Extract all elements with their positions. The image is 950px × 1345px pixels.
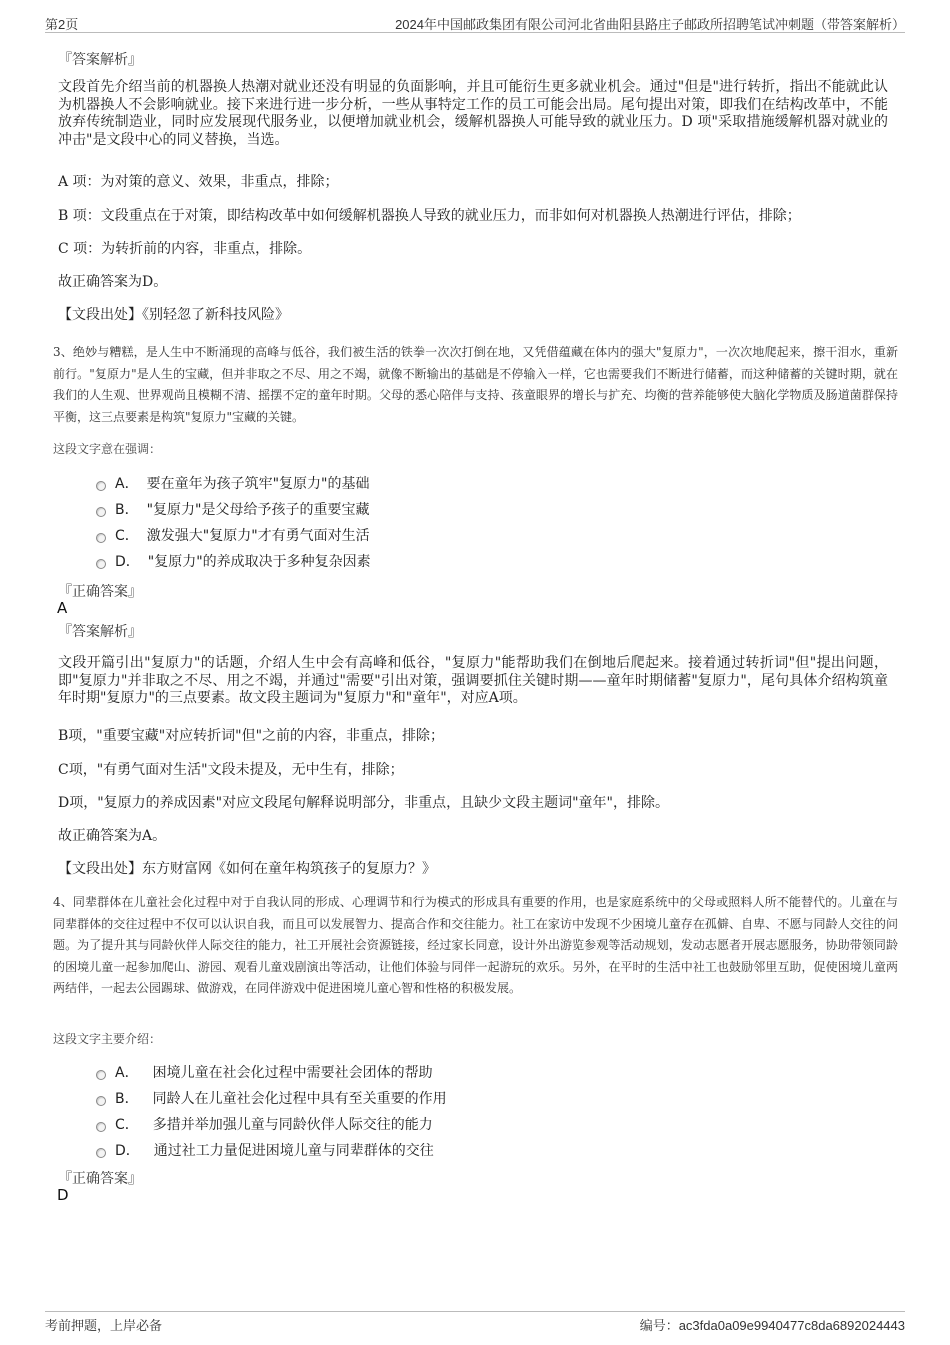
page-header — [45, 12, 905, 33]
radio-icon[interactable] — [96, 1148, 106, 1158]
option-c[interactable]: C． 多措并举加强儿童与同龄伙伴人际交往的能力 — [96, 1111, 447, 1137]
option-a[interactable]: A． 要在童年为孩子筑牢"复原力"的基础 — [96, 470, 371, 496]
analysis-text: 文段开篇引出"复原力"的话题，介绍人生中会有高峰和低谷，"复原力"能帮助我们在倒地后爬起来。接着通过转折词"但"提出问题，即"复原力"并非取之不尽、用之不竭，并通过"需要"引出对策，强调要抓住关键时期——童年时期储蓄"复原力"，尾句具体介绍构筑童年时期"复原力"的三点要素。故文段主题词为"复原力"和"童年"，对应A项。 — [58, 655, 888, 706]
conclusion-text: 故正确答案为D。 — [58, 274, 168, 290]
question-4-prompt: 这段文字主要介绍： — [53, 1032, 162, 1046]
document-title: 2024年中国邮政集团有限公司河北省曲阳县路庄子邮政所招聘笔试冲刺题（带答案解析） — [395, 17, 905, 32]
radio-icon[interactable] — [96, 1122, 106, 1132]
option-c[interactable]: C． 激发强大"复原力"才有勇气面对生活 — [96, 522, 371, 548]
question-3-prompt: 这段文字意在强调： — [53, 442, 162, 456]
option-b[interactable]: B． "复原力"是父母给予孩子的重要宝藏 — [96, 496, 371, 522]
conclusion-text: 故正确答案为A。 — [58, 828, 167, 844]
correct-answer-label: 『正确答案』 — [58, 1171, 142, 1187]
document-code: 编号：ac3fda0a09e9940477c8da6892024443 — [639, 1318, 905, 1333]
option-note-d: D项，"复原力的养成因素"对应文段尾句解释说明部分，非重点，且缺少文段主题词"童年"，排除。 — [58, 795, 669, 811]
page-number: 第2页 — [45, 17, 79, 32]
option-b[interactable]: B． 同龄人在儿童社会化过程中具有至关重要的作用 — [96, 1085, 447, 1111]
option-d[interactable]: D． 通过社工力量促进困境儿童与同辈群体的交往 — [96, 1137, 447, 1163]
radio-icon[interactable] — [96, 507, 106, 517]
page-footer — [45, 1311, 905, 1332]
correct-answer: A — [57, 599, 68, 617]
analysis-label: 『答案解析』 — [58, 52, 142, 68]
correct-answer-label: 『正确答案』 — [58, 584, 142, 600]
radio-icon[interactable] — [96, 533, 106, 543]
option-d[interactable]: D． "复原力"的养成取决于多种复杂因素 — [96, 548, 371, 574]
question-4-options — [96, 1059, 447, 1163]
option-note-a: A 项：为对策的意义、效果，非重点，排除； — [58, 174, 339, 190]
option-note-b: B 项：文段重点在于对策，即结构改革中如何缓解机器换人导致的就业压力，而非如何对机器换人热潮进行评估，排除； — [58, 208, 801, 224]
analysis-label: 『答案解析』 — [58, 624, 142, 640]
question-4-text: 4、同辈群体在儿童社会化过程中对于自我认同的形成、心理调节和行为模式的形成具有重要的作用，也是家庭系统中的父母或照料人所不能替代的。儿童在与同辈群体的交往过程中不仅可以认识自我，而且可以发展智力、提高合作和交往能力。社工在家访中发现不少困境儿童存在孤僻、自卑、不愿与同龄人交往的问题。为了提升其与同龄伙伴人际交往的能力，社工开展社会资源链接，经过家长同意，设计外出游览参观等活动规划，发动志愿者开展志愿服务，协助带领同龄的困境儿童一起参加爬山、游园、观看儿童戏剧演出等活动，让他们体验与同伴一起游玩的欢乐。另外，在平时的生活中社工也鼓励邻里互助，促使困境儿童两两结伴，一起去公园踢球、做游戏，在同伴游戏中促进困境儿童心智和性格的积极发展。 — [53, 895, 898, 995]
option-note-c: C 项：为转折前的内容，非重点，排除。 — [58, 241, 312, 257]
option-note-c: C项，"有勇气面对生活"文段未提及，无中生有，排除； — [58, 762, 404, 778]
analysis-text: 文段首先介绍当前的机器换人热潮对就业还没有明显的负面影响，并且可能衍生更多就业机会。通过"但是"进行转折，指出不能就此认为机器换人不会影响就业。接下来进行进一步分析，一些从事特定工作的员工可能会出局。尾句提出对策，即我们在结构改革中，不能放弃传统制造业，同时应发展现代服务业，以便增加就业机会，缓解机器换人可能导致的就业压力。D 项"采取措施缓解机器对就业的冲击"是文段中心的同义替换，当选。 — [58, 79, 888, 148]
option-a[interactable]: A． 困境儿童在社会化过程中需要社会团体的帮助 — [96, 1059, 447, 1085]
radio-icon[interactable] — [96, 481, 106, 491]
radio-icon[interactable] — [96, 559, 106, 569]
source-text: 【文段出处】《别轻忽了新科技风险》 — [58, 307, 289, 323]
radio-icon[interactable] — [96, 1070, 106, 1080]
option-note-b: B项，"重要宝藏"对应转折词"但"之前的内容，非重点，排除； — [58, 728, 445, 744]
correct-answer: D — [57, 1186, 69, 1204]
footer-slogan: 考前押题，上岸必备 — [45, 1318, 163, 1333]
radio-icon[interactable] — [96, 1096, 106, 1106]
question-3-text: 3、绝妙与糟糕，是人生中不断涌现的高峰与低谷，我们被生活的铁拳一次次打倒在地，又凭借蕴藏在体内的强大"复原力"，一次次地爬起来，擦干泪水，重新前行。"复原力"是人生的宝藏，但并非取之不尽、用之不竭，就像不断输出的基础是不停输入一样，它也需要我们不断进行储蓄，而这种储蓄的关键时期，就在我们的人生观、世界观尚且模糊不清、摇摆不定的童年时期。父母的悉心陪伴与支持、孩童眼界的增长与扩充、均衡的营养能够使大脑化学物质及肠道菌群保持平衡，这三点要素是构筑"复原力"宝藏的关键。 — [53, 345, 898, 424]
question-3-options — [96, 470, 371, 574]
source-text: 【文段出处】东方财富网《如何在童年构筑孩子的复原力？》 — [58, 861, 436, 877]
